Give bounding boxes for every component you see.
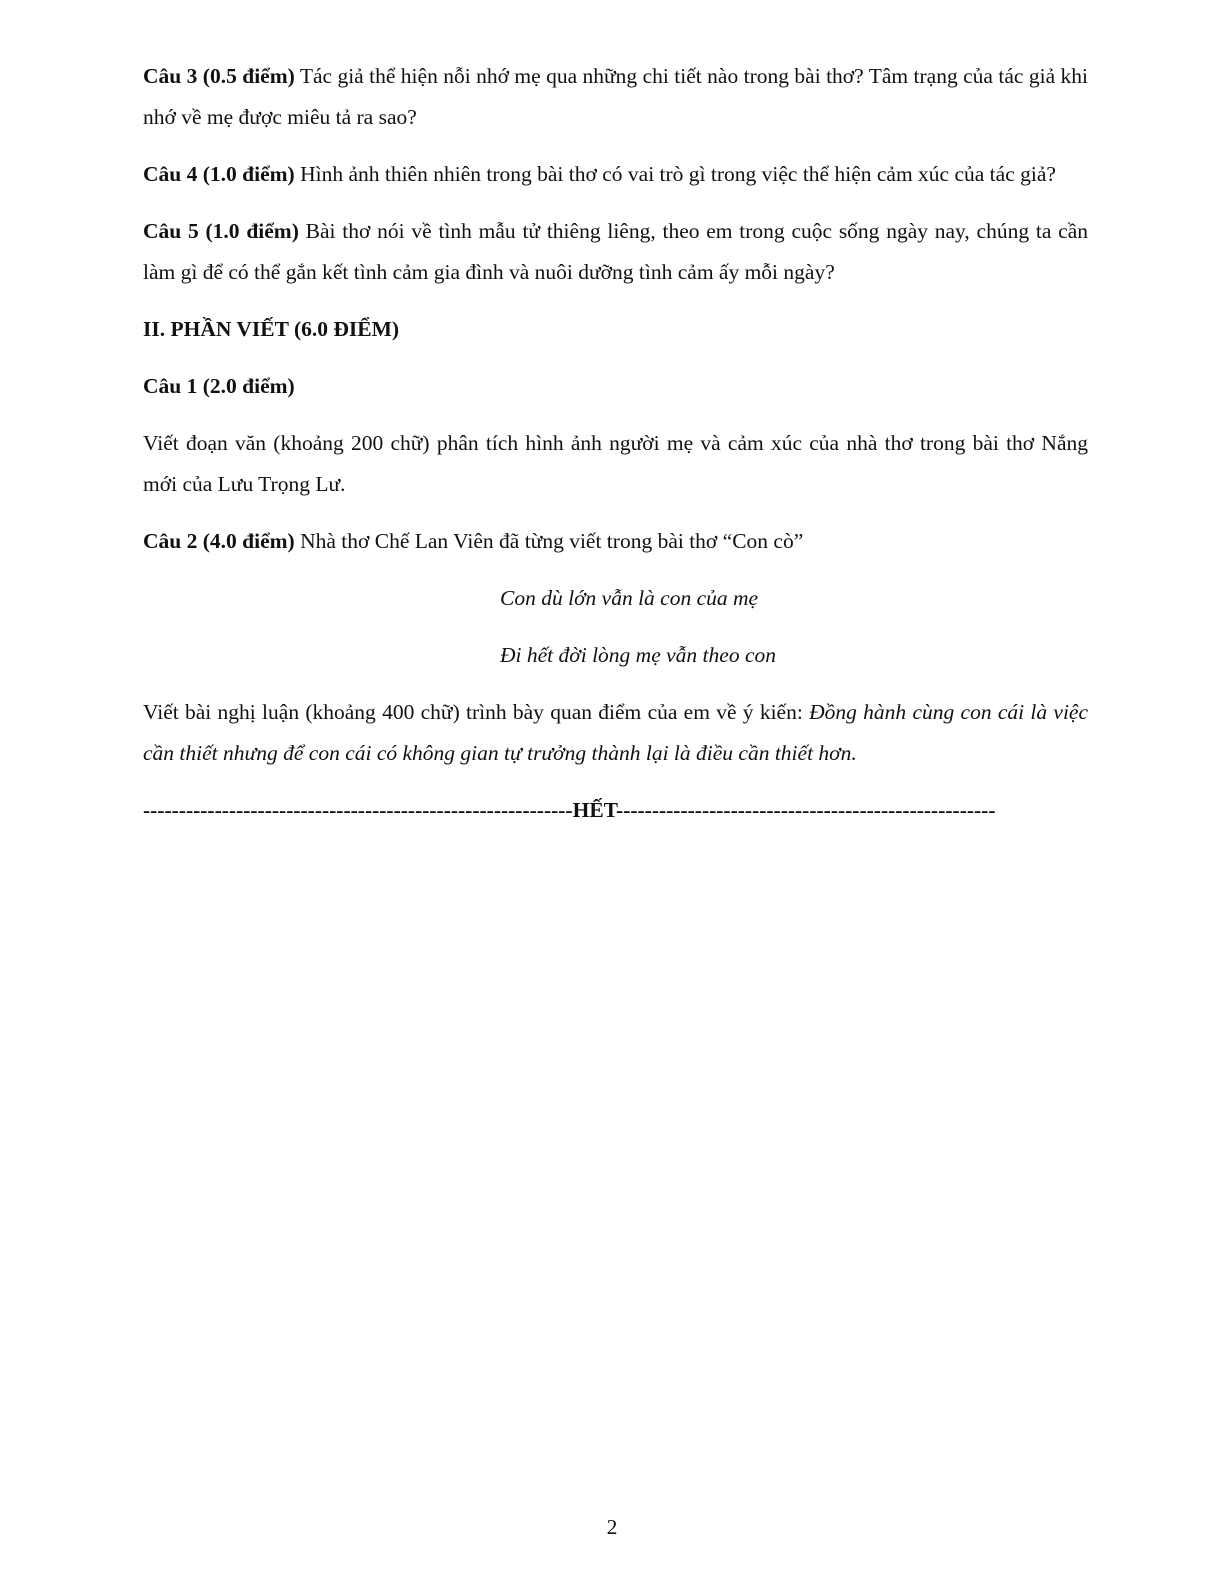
end-divider [143, 790, 1088, 831]
writing-question-2-task-prefix: Viết bài nghị luận (khoảng 400 chữ) trình bày quan điểm của em về ý kiến: [143, 700, 810, 724]
writing-question-2-intro: Nhà thơ Chế Lan Viên đã từng viết trong bài thơ “Con cò” [294, 529, 804, 553]
verse-line-2: Đi hết đời lòng mẹ vẫn theo con [500, 643, 776, 667]
question-3 [143, 56, 1088, 138]
end-divider-right: ----------------------------------------------------- [616, 798, 996, 822]
question-3-label: Câu 3 (0.5 điểm) [143, 64, 295, 88]
writing-question-2 [143, 521, 1088, 562]
writing-question-2-label: Câu 2 (4.0 điểm) [143, 529, 295, 553]
section-heading-writing: II. PHẦN VIẾT (6.0 ĐIỂM) [143, 317, 400, 341]
question-5 [143, 211, 1088, 293]
question-4 [143, 154, 1088, 195]
writing-question-1-text: Viết đoạn văn (khoảng 200 chữ) phân tích hình ảnh người mẹ và cảm xúc của nhà thơ trong bài thơ Nắng mới của Lưu Trọng Lư. [143, 431, 1088, 496]
page-number: 2 [606, 1515, 618, 1539]
question-4-text: Hình ảnh thiên nhiên trong bài thơ có vai trò gì trong việc thể hiện cảm xúc của tác giả? [294, 162, 1056, 186]
writing-question-2-task-quote: Đồng hành cùng con cái là việc cần thiết nhưng để con cái có không gian tự trưởng thành lại là điều cần thiết hơn. [143, 700, 1088, 765]
verse-line-1: Con dù lớn vẫn là con của mẹ [500, 586, 759, 610]
question-5-text: Bài thơ nói về tình mẫu tử thiêng liêng, theo em trong cuộc sống ngày nay, chúng ta cần làm gì để có thể gắn kết tình cảm gia đình và nuôi dưỡng tình cảm ấy mỗi ngày? [143, 219, 1088, 284]
writing-question-2-task [143, 692, 1088, 774]
question-4-label: Câu 4 (1.0 điểm) [143, 162, 295, 186]
question-3-text: Tác giả thể hiện nỗi nhớ mẹ qua những chi tiết nào trong bài thơ? Tâm trạng của tác giả khi nhớ về mẹ được miêu tả ra sao? [143, 64, 1088, 129]
end-divider-text: HẾT [572, 798, 617, 822]
end-divider-left: ------------------------------------------------------------ [143, 798, 573, 822]
writing-question-1-label: Câu 1 (2.0 điểm) [143, 374, 295, 398]
question-5-label: Câu 5 (1.0 điểm) [143, 219, 299, 243]
document-page [143, 56, 1088, 831]
